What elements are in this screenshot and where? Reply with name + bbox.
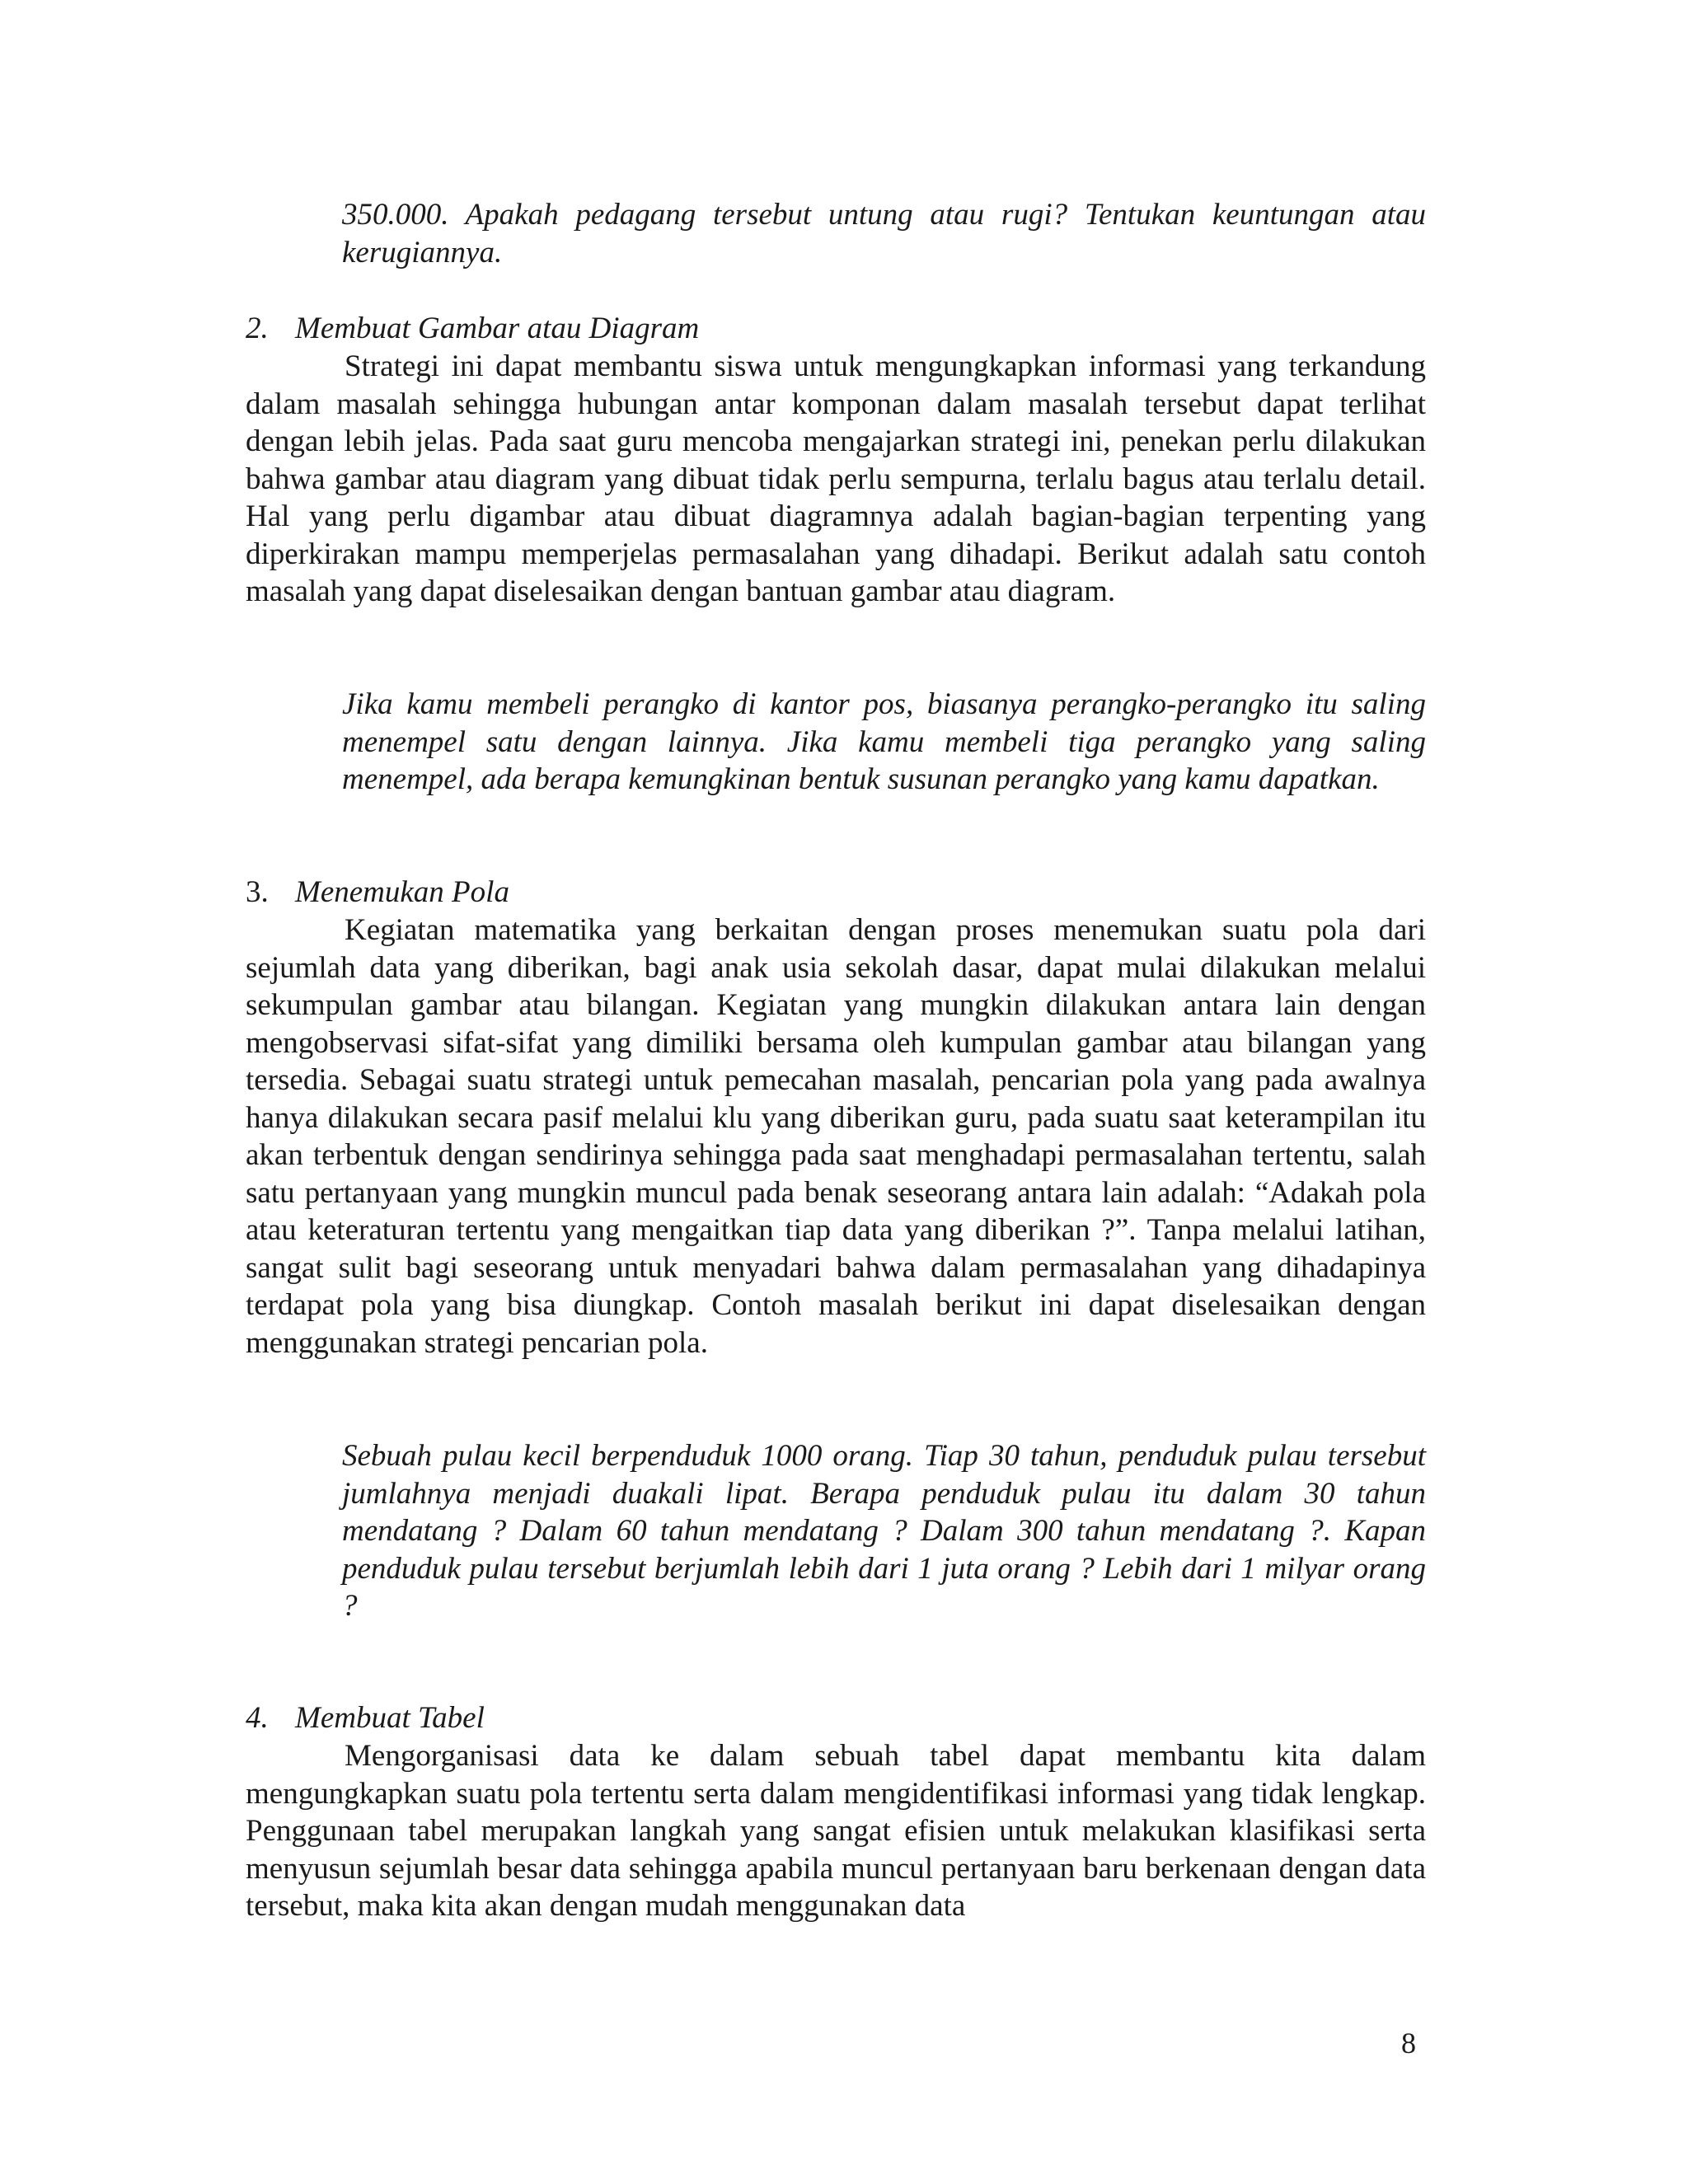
section-4-number: 4.	[246, 1701, 269, 1735]
section-3-heading	[246, 874, 509, 912]
section-3-example: Sebuah pulau kecil berpenduduk 1000 orang. Tiap 30 tahun, penduduk pulau tersebut jumlahnya menjadi duakali lipat. Berapa penduduk pulau itu dalam 30 tahun mendatang ? Dalam 60 tahun mendatang ? Dalam 300 tahun mendatang ?. Kapan penduduk pulau tersebut berjumlah lebih dari 1 juta orang ? Lebih dari 1 milyar orang ?	[342, 1439, 1426, 1623]
section-3-number: 3.	[246, 875, 269, 909]
section-2-paragraph: Strategi ini dapat membantu siswa untuk mengungkapkan informasi yang terkandung dalam masalah sehingga hubungan antar komponan dalam masalah tersebut dapat terlihat dengan lebih jelas. Pada saat guru mencoba mengajarkan strategi ini, penekan perlu dilakukan bahwa gambar atau diagram yang dibuat tidak perlu sempurna, terlalu bagus atau terlalu detail. Hal yang perlu digambar atau dibuat diagramnya adalah bagian-bagian terpenting yang diperkirakan mampu memperjelas permasalahan yang dihadapi. Berikut adalah satu contoh masalah yang dapat diselesaikan dengan bantuan gambar atau diagram.	[246, 349, 1426, 608]
page-number: 8	[1401, 2027, 1416, 2060]
section-4-title: Membuat Tabel	[295, 1701, 485, 1735]
section-2-title: Membuat Gambar atau Diagram	[295, 312, 700, 345]
section-2-example: Jika kamu membeli perangko di kantor pos, biasanya perangko-perangko itu saling menempel satu dengan lainnya. Jika kamu membeli tiga perangko yang saling menempel, ada berapa kemungkinan bentuk susunan perangko yang kamu dapatkan.	[342, 687, 1426, 796]
section-2-number: 2.	[246, 312, 269, 345]
continuation-text: 350.000. Apakah pedagang tersebut untung atau rugi? Tentukan keuntungan atau kerugiannya.	[342, 198, 1426, 269]
section-4-heading	[246, 1699, 485, 1737]
section-3-title: Menemukan Pola	[295, 875, 509, 909]
section-3-paragraph: Kegiatan matematika yang berkaitan dengan proses menemukan suatu pola dari sejumlah data yang diberikan, bagi anak usia sekolah dasar, dapat mulai dilakukan melalui sekumpulan gambar atau bilangan. Kegiatan yang mungkin dilakukan antara lain dengan mengobservasi sifat-sifat yang dimiliki bersama oleh kumpulan gambar atau bilangan yang tersedia. Sebagai suatu strategi untuk pemecahan masalah, pencarian pola yang pada awalnya hanya dilakukan secara pasif melalui klu yang diberikan guru, pada suatu saat keterampilan itu akan terbentuk dengan sendirinya sehingga pada saat menghadapi permasalahan tertentu, salah satu pertanyaan yang mungkin muncul pada benak seseorang antara lain adalah: “Adakah pola atau keteraturan tertentu yang mengaitkan tiap data yang diberikan ?”. Tanpa melalui latihan, sangat sulit bagi seseorang untuk menyadari bahwa dalam permasalahan yang dihadapinya terdapat pola yang bisa diungkap. Contoh masalah berikut ini dapat diselesaikan dengan menggunakan strategi pencarian pola.	[246, 913, 1426, 1360]
section-4-paragraph: Mengorganisasi data ke dalam sebuah tabel dapat membantu kita dalam mengungkapkan suatu pola tertentu serta dalam mengidentifikasi informasi yang tidak lengkap. Penggunaan tabel merupakan langkah yang sangat efisien untuk melakukan klasifikasi serta menyusun sejumlah besar data sehingga apabila muncul pertanyaan baru berkenaan dengan data tersebut, maka kita akan dengan mudah menggunakan data	[246, 1739, 1426, 1923]
section-2-heading	[246, 310, 699, 348]
